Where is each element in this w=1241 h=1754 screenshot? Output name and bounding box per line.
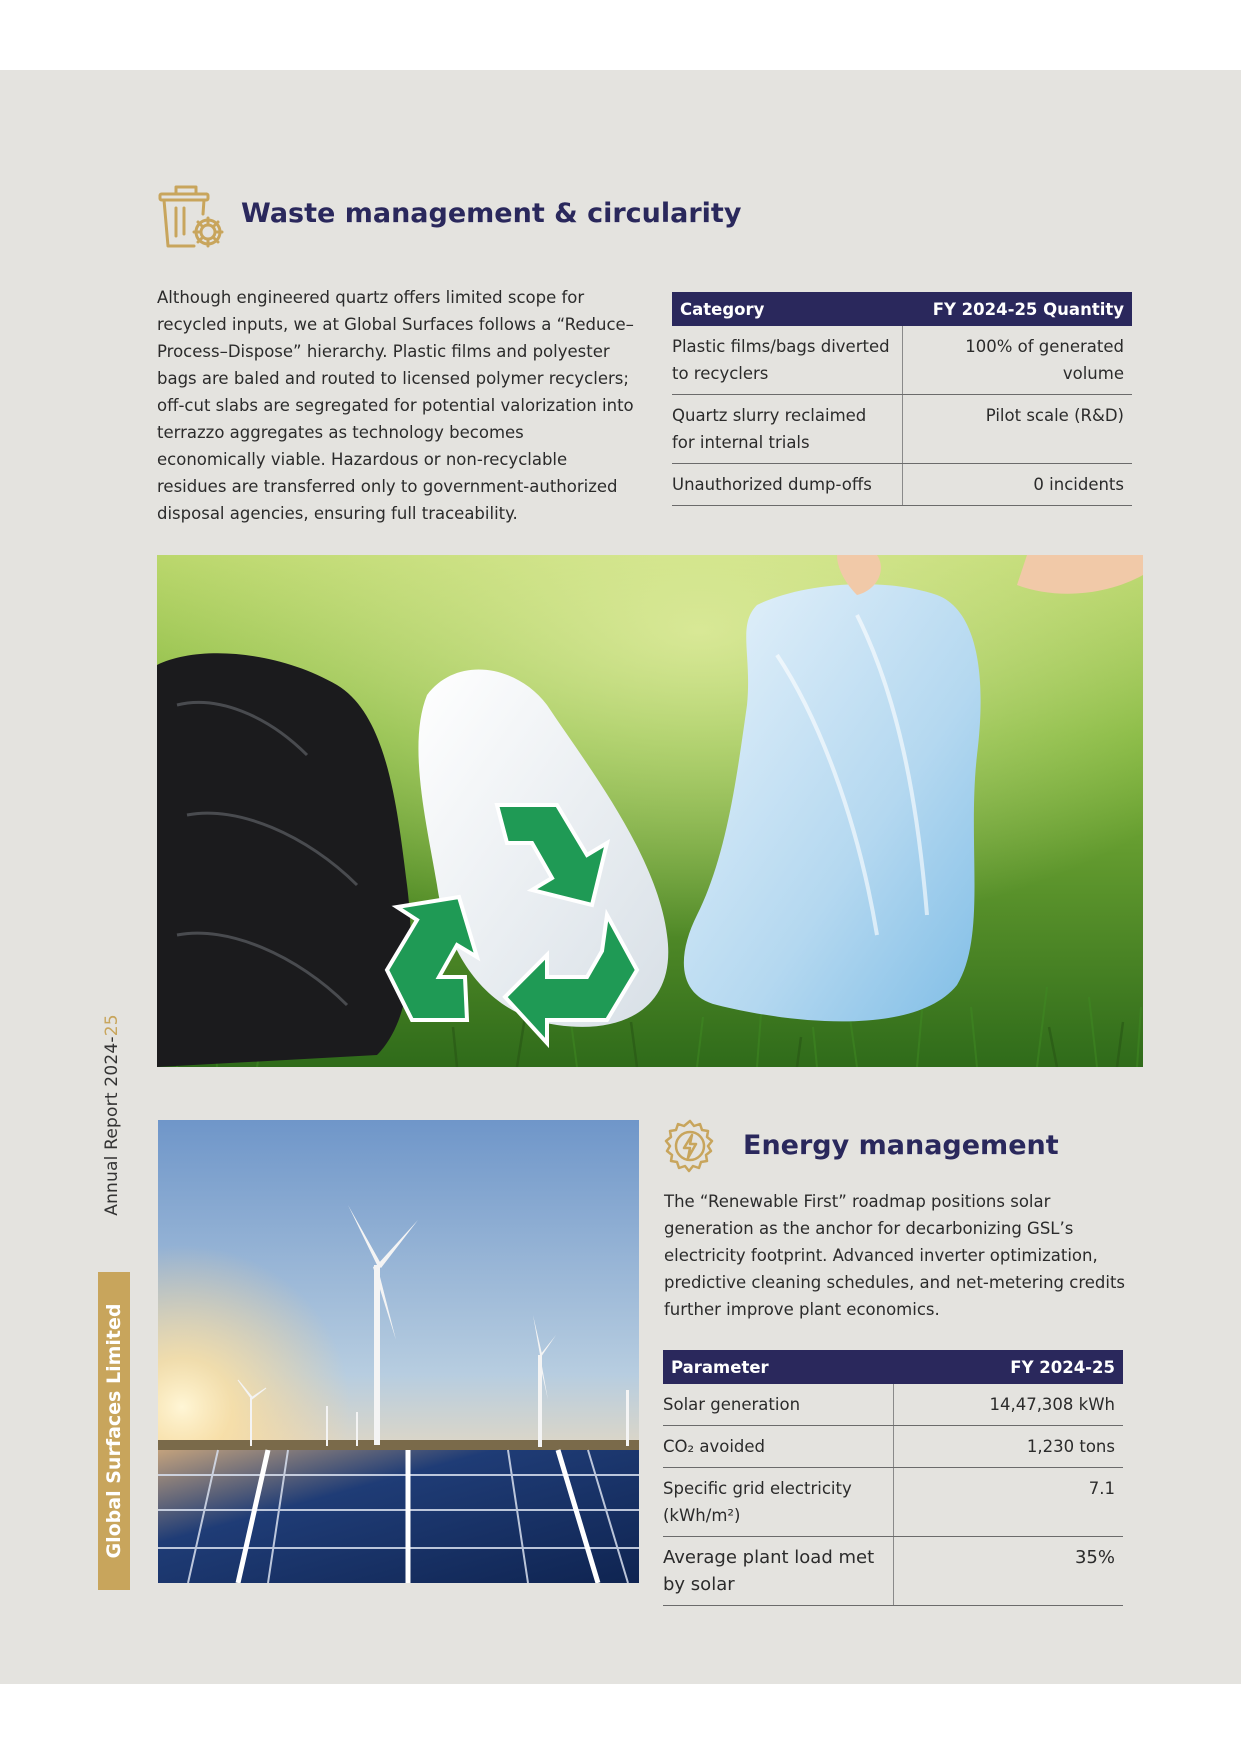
table-cell: 14,47,308 kWh [893,1384,1123,1426]
table-cell: 7.1 [893,1468,1123,1537]
recycling-photo [157,555,1143,1067]
column-header: FY 2024-25 [893,1350,1123,1384]
energy-body-text: The “Renewable First” roadmap positions solar generation as the anchor for decarbonizing GSL’s electricity footprint. Advanced inverter optimization, predictive cleaning schedules, and net-metering credits further improve plant economics. [664,1192,1126,1319]
company-brand-tab: Global Surfaces Limited [98,1272,130,1590]
trash-gear-icon [154,180,228,252]
table-cell: Pilot scale (R&D) [902,395,1132,464]
column-header: FY 2024-25 Quantity [902,292,1132,326]
table-row [663,1384,1123,1426]
table-row [663,1468,1123,1537]
table-cell: CO₂ avoided [663,1426,893,1468]
table-header-row [672,292,1132,326]
waste-table [672,292,1132,506]
waste-body-text: Although engineered quartz offers limited scope for recycled inputs, we at Global Surfaces follows a “Reduce–Process–Dispose” hierarchy. Plastic films and polyester bags are baled and routed to licensed polymer recyclers; off-cut slabs are segregated for potential valorization into terrazzo aggregates as technology becomes economically viable. Hazardous or non-recyclable residues are transferred only to government-authorized disposal agencies, ensuring full traceability. [157,288,634,523]
energy-section-title: Energy management [743,1130,1059,1161]
table-row [672,395,1132,464]
wind-solar-photo [158,1120,639,1583]
table-cell: 100% of generated volume [902,326,1132,395]
energy-table [663,1350,1123,1606]
waste-section-title: Waste management & circularity [241,198,742,229]
table-cell: 35% [893,1537,1123,1606]
table-header-row [663,1350,1123,1384]
table-cell: Quartz slurry reclaimed for internal trials [672,395,902,464]
table-row [663,1537,1123,1606]
table-cell: Plastic films/bags diverted to recyclers [672,326,902,395]
column-header: Category [672,292,902,326]
table-cell: Solar generation [663,1384,893,1426]
table-cell: Average plant load met by solar [663,1537,893,1606]
table-cell: Unauthorized dump-offs [672,464,902,506]
table-row [663,1426,1123,1468]
annual-report-label: Annual Report 2024-25 [102,1014,122,1216]
table-cell: 1,230 tons [893,1426,1123,1468]
lightning-gear-icon [662,1118,718,1174]
column-header: Parameter [663,1350,893,1384]
table-row [672,464,1132,506]
table-cell: 0 incidents [902,464,1132,506]
table-cell: Specific grid electricity (kWh/m²) [663,1468,893,1537]
table-row [672,326,1132,395]
